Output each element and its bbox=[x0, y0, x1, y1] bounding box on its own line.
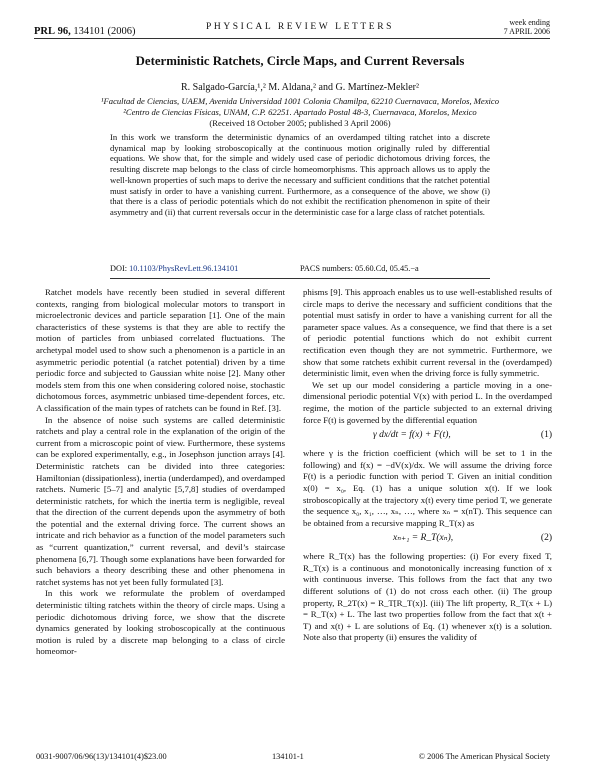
paragraph: where R_T(x) has the following properties: (i) For every fixed T, R_T(x) is a continuous and monotonically increasing function of x with continuous inverse. This follows from the fact that any two different solutions of (1) do not cross each other. (ii) The group property, R_2T(x) = R_T[R_T(x)]. (iii) The lift property, R_T(x + L) = R_T(x) + L. The last two properties follow from the fact that x(t + T) and x(t) + L are solutions of Eq. (1) whenever x(t) is a solution. Note also that property (ii) ensures the validity of bbox=[303, 551, 552, 643]
date: 7 APRIL 2006 bbox=[503, 27, 550, 36]
equation-2 bbox=[303, 529, 552, 551]
received-dates: (Received 18 October 2005; published 3 April 2006) bbox=[209, 118, 391, 128]
affiliations bbox=[40, 96, 560, 129]
affiliation-2: ²Centro de Ciencias Físicas, UNAM, C.P. 62251. Apartado Postal 48-3, Cuernavaca, Morelos, Mexico bbox=[123, 107, 477, 117]
paragraph: where γ is the friction coefficient (which will be set to 1 in the following) and f(x) = −dV(x)/dx. We will assume the driving force F(t) is a periodic function with period T. Given an initial condition x(0) = x₀, Eq. (1) has a unique solution x(t). If we look stroboscopically at the trajectory x(t) every time period T, we generate the sequence x₀, x₁, …, xₙ, …, where xₙ = x(nT). This sequence can be obtained from a recursive mapping R_T(x) as bbox=[303, 448, 552, 528]
pacs-numbers: PACS numbers: 05.60.Cd, 05.45.−a bbox=[300, 264, 419, 273]
footer-page: 134101-1 bbox=[272, 752, 304, 761]
equation-2-body: xₙ₊₁ = R_T(xₙ), bbox=[393, 533, 454, 544]
footer-copyright: © 2006 The American Physical Society bbox=[418, 752, 550, 761]
equation-1 bbox=[303, 426, 552, 448]
doi-label: DOI: bbox=[110, 264, 128, 273]
equation-1-body: γ dx/dt = f(x) + F(t), bbox=[373, 430, 451, 441]
doi-link[interactable]: 10.1103/PhysRevLett.96.134101 bbox=[129, 264, 239, 273]
paragraph: phisms [9]. This approach enables us to use well-established results of circle maps to derive the necessary and sufficient conditions that the potential must satisfy in order to have a vanishing current for all the parameter space values. As a consequence, we find that there is a set of periodic potential functions which do not exhibit current rectification even though they are not symmetric. Furthermore, we show that some ratchets exhibit current reversal in the (overdamped) deterministic limit, even when the driving force is fully symmetric. bbox=[303, 287, 552, 379]
journal-name: PHYSICAL REVIEW LETTERS bbox=[205, 22, 395, 32]
journal-volume: 96, bbox=[57, 26, 71, 37]
body-column-right bbox=[303, 287, 552, 644]
journal-abbrev: PRL bbox=[34, 26, 55, 37]
page-number: 134101 (2006) bbox=[73, 26, 136, 37]
paragraph: We set up our model considering a particle moving in a one-dimensional periodic potential V(x) with period L. In the overdamped regime, the motion of the particle subjected to an external driving force F(t) is governed by the differential equation bbox=[303, 379, 552, 425]
header-rule bbox=[34, 38, 550, 39]
equation-1-number: (1) bbox=[540, 430, 552, 441]
abstract: In this work we transform the deterministic dynamics of an overdamped tilting ratchet into a discrete dynamical map by looking stroboscopically at the continuous motion originally ruled by differential equations. We show that, for the simple and widely used case of periodic dichotomous driving forces, the resulting discrete map belongs to the class of circle homeomorphisms. This approach allows us to apply the well-known properties of such maps to derive the necessary and sufficient conditions that the ratchet potential must satisfy in order to have a vanishing current. Furthermore, as a consequence of the above, we show (i) that there is a class of periodic potentials which do not exhibit the rectification phenomenon in spite of their asymmetry and (ii) that current reversals occur in the deterministic case for a large class of ratchet potentials. bbox=[110, 132, 490, 217]
paragraph: Ratchet models have recently been studied in several different contexts, ranging from biological molecular motors to transport in microelectronic devices and particle separation [1]. One of the main characteristics of these systems is that they are able to rectify the motion of particles from unbiased correlated fluctuations. The archetypal model used to show such a phenomenon is a particle in an asymmetric periodic potential (a ratchet potential) driven by a time periodic force and subjected to Gaussian white noise [2]. Many other models stem from this one when considering colored noise, stochastic dichotomous forces, asymmetric unbiased time-dependent forces, etc. A classification of the main types of ratchets can be found in Ref. [3]. bbox=[36, 287, 285, 413]
footer-issn: 0031-9007/06/96(13)/134101(4)$23.00 bbox=[36, 752, 167, 761]
paper-title: Deterministic Ratchets, Circle Maps, and Current Reversals bbox=[135, 54, 465, 68]
author-list: R. Salgado-García,¹,² M. Aldana,² and G. Martínez-Mekler² bbox=[180, 82, 420, 93]
affiliation-1: ¹Facultad de Ciencias, UAEM, Avenida Universidad 1001 Colonia Chamilpa, 62210 Cuernavaca, Morelos, Mexico bbox=[100, 96, 500, 106]
equation-2-number: (2) bbox=[540, 533, 552, 544]
week-label: week ending bbox=[509, 18, 550, 27]
issue-date bbox=[504, 18, 550, 36]
paragraph: In the absence of noise such systems are called deterministic ratchets and play a central role in the explanation of the origin of the current from a microscopic point of view. Furthermore, these systems can be explored experimentally, e.g., in Josephson junction arrays [4]. Deterministic ratchets can be divided into three categories: Hamiltonian (dissipationless), inertia (underdamped), and overdamped ratchets. Numeric [5–7] and analytic [5,7,8] studies of overdamped deterministic ratchets, for which the inertia term is negligible, reveal that the direction of the current depends upon the asymmetry of both the potential and the external driving force. The current shows an intricate and rich behavior as a function of the model parameters such as “current quantization,” current reversal, and devil’s staircase phenomena [6,7]. Though some explanations have been forwarded for such behaviors a theory describing these and other phenomena in ratchet systems has not yet been fully formulated [3]. bbox=[36, 414, 285, 587]
body-column-left bbox=[36, 287, 285, 658]
paragraph: In this work we reformulate the problem of overdamped deterministic tilting ratchets within the theory of circle maps. Using a periodic dichotomous driving force, we show that the discrete dynamics generated by looking stroboscopically at the continuous motion is ruled by a discrete map belonging to a class of circle homeomor- bbox=[36, 588, 285, 657]
doi-line bbox=[110, 264, 238, 273]
abstract-rule bbox=[110, 278, 490, 279]
